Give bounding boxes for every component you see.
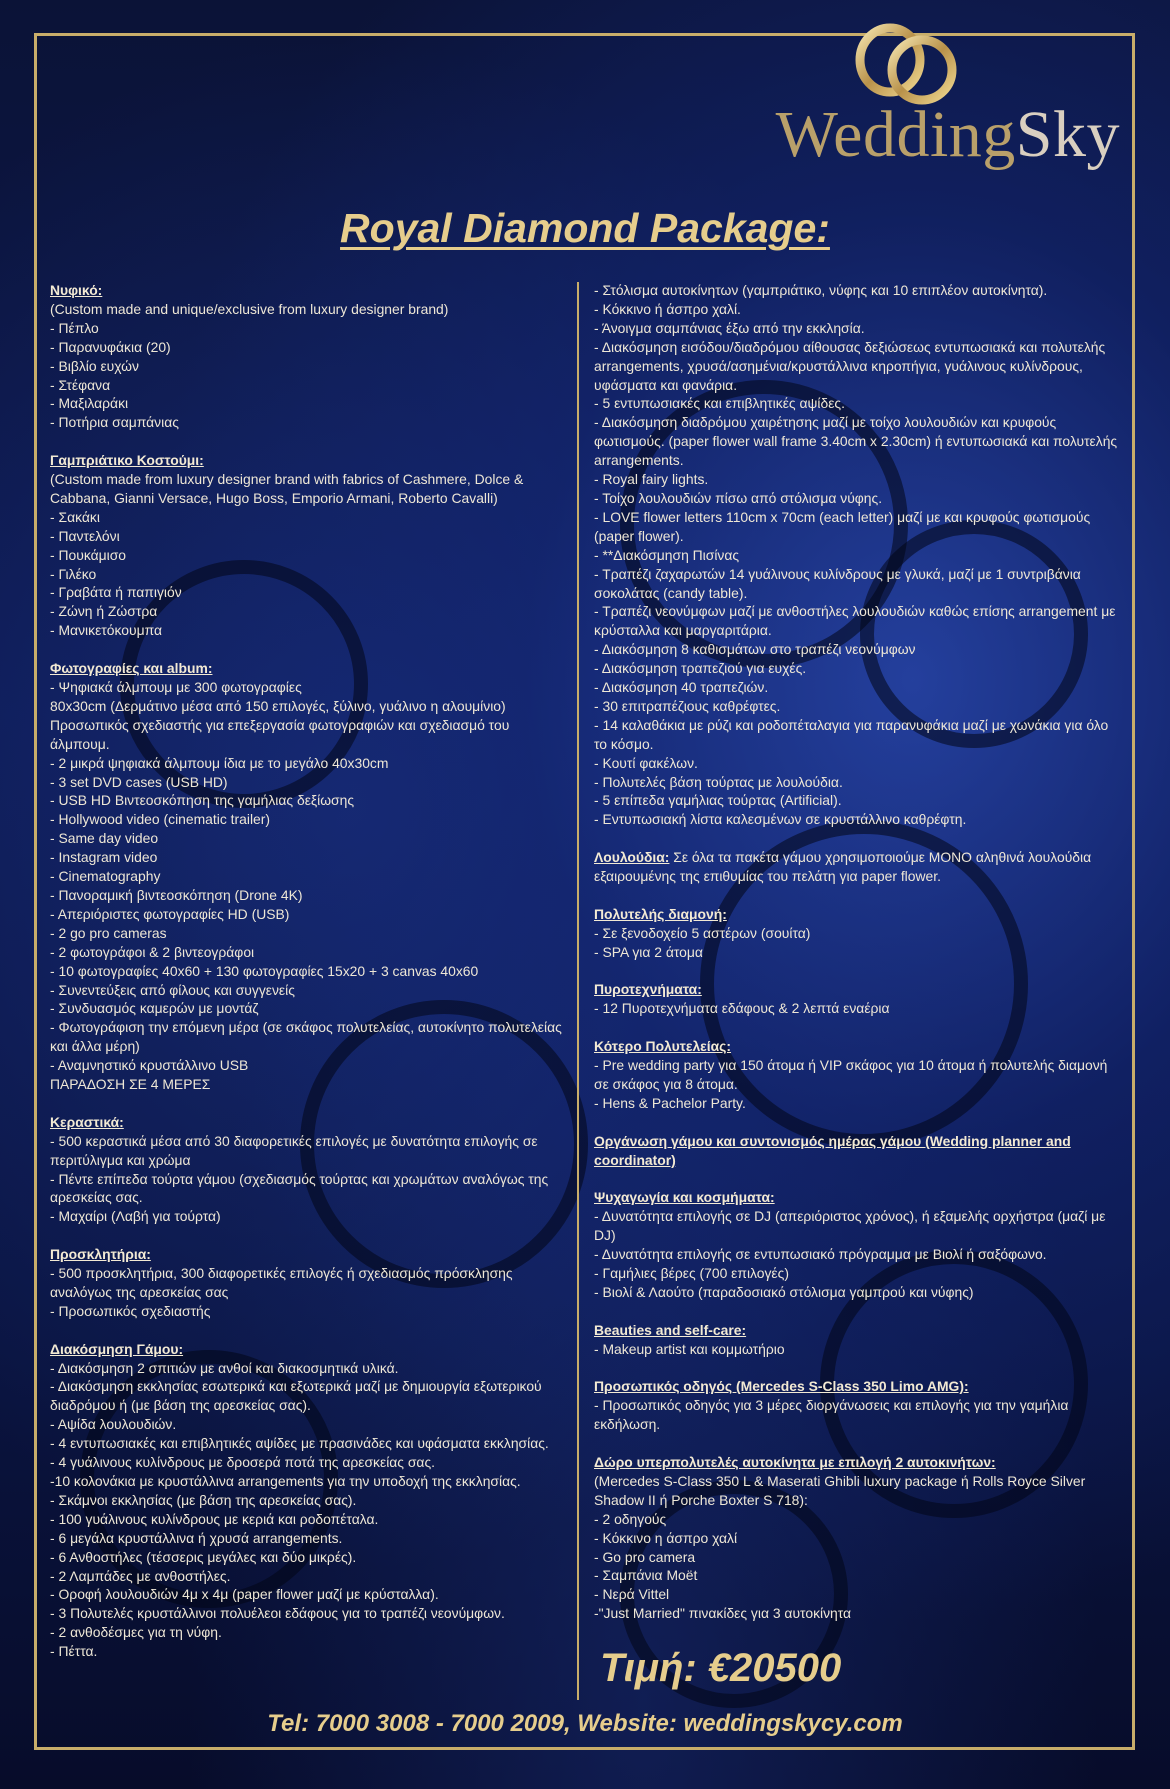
list-item: ΠΑΡΑΔΟΣΗ ΣΕ 4 ΜΕΡΕΣ bbox=[50, 1076, 211, 1093]
list-item: - Πανοραμική βιντεοσκόπηση (Drone 4K) bbox=[50, 886, 303, 903]
section bbox=[594, 905, 1122, 962]
section bbox=[594, 848, 1122, 886]
list-item: - 500 κεραστικά μέσα από 30 διαφορετικές επιλογές με δυνατότητα επιλογής σε περιτύλιγμα και χρώμα bbox=[50, 1132, 538, 1168]
list-item: - Πουκάμισο bbox=[50, 546, 127, 563]
list-item: (Custom made from luxury designer brand with fabrics of Cashmere, Dolce & Cabbana, Gianni Versace, Hugo Boss, Emporio Armani, Roberto Cavalli) bbox=[50, 471, 524, 506]
list-item: - Συνδυασμός καμερών με μοντάζ bbox=[50, 1000, 259, 1017]
section bbox=[594, 980, 1122, 1018]
list-item: -"Just Married" πινακίδες για 3 αυτοκίνητα bbox=[594, 1605, 852, 1622]
section bbox=[50, 1113, 565, 1226]
list-item: - Δυνατότητα επιλογής σε εντυπωσιακό πρόγραμμα με Βιολί ή σαξόφωνο. bbox=[594, 1246, 1047, 1263]
section bbox=[594, 1188, 1122, 1301]
brand-name-sky: Sky bbox=[1015, 98, 1120, 171]
list-item: - USB HD Βιντεοσκόπηση της γαμήλιας δεξίωσης bbox=[50, 792, 355, 809]
list-item: (Mercedes S-Class 350 L & Maserati Ghibli luxury package ή Rolls Royce Silver Shadow II ή Porche Boxter S 718): bbox=[594, 1472, 1086, 1508]
list-item: - Σαμπάνια Moët bbox=[594, 1567, 698, 1584]
list-item: - Τοίχο λουλουδιών πίσω από στόλισμα νύφης. bbox=[594, 489, 883, 506]
list-item: - 4 γυάλινους κυλίνδρους με δροσερά ποτά της αρεσκείας σας. bbox=[50, 1454, 436, 1471]
list-item: - Προσωπικός σχεδιαστής bbox=[50, 1302, 211, 1319]
list-item: - Hollywood video (cinematic trailer) bbox=[50, 811, 271, 828]
list-item: - Ψηφιακά άλμπουμ με 300 φωτογραφίες bbox=[50, 679, 302, 695]
list-item: - 2 ανθοδέσμες για τη νύφη. bbox=[50, 1624, 222, 1641]
list-item: - Γραβάτα ή παπιγιόν bbox=[50, 584, 182, 601]
list-item: - LOVE flower letters 110cm x 70cm (each letter) μαζί με και κρυφούς φωτισμούς (paper flower). bbox=[594, 508, 1091, 544]
section bbox=[50, 451, 565, 640]
section bbox=[594, 1453, 1122, 1623]
section-heading: Ψυχαγωγία και κοσμήματα: bbox=[594, 1189, 775, 1206]
list-item: - Διακόσμηση 2 σπιτιών με ανθοί και διακοσμητικά υλικά. bbox=[50, 1359, 399, 1376]
list-item: - Γαμήλιες βέρες (700 επιλογές) bbox=[594, 1265, 789, 1282]
list-item: - Τραπέζι ζαχαρωτών 14 γυάλινους κυλίνδρους με γλυκά, μαζί με 1 συντριβάνια σοκολάτας (candy table). bbox=[594, 565, 1081, 601]
right-column bbox=[594, 281, 1122, 1642]
list-item: - Ποτήρια σαμπάνιας bbox=[50, 414, 179, 431]
list-item: - Διακόσμηση 8 καθισμάτων στο τραπέζι νεονύμφων bbox=[594, 641, 916, 658]
section-heading: Οργάνωση γάμου και συντονισμός ημέρας γάμου (Wedding planner and coordinator) bbox=[594, 1132, 1071, 1168]
list-item: - Στόλισμα αυτοκίνητων (γαμπριάτικο, νύφης και 10 επιπλέον αυτοκίνητα). bbox=[594, 282, 1048, 298]
list-item: - Hens & Pachelor Party. bbox=[594, 1094, 746, 1111]
list-item: - Πέττα. bbox=[50, 1643, 98, 1660]
contact-footer: Tel: 7000 3008 - 7000 2009, Website: weddingskycy.com bbox=[267, 1710, 903, 1737]
section-heading: Κότερο Πολυτελείας: bbox=[594, 1038, 732, 1055]
list-item: - Πέπλο bbox=[50, 319, 99, 336]
section bbox=[594, 1037, 1122, 1113]
list-item: - 3 Πολυτελές κρυστάλλινοι πολυέλεοι εδάφους για το τραπέζι νεονύμφων. bbox=[50, 1605, 505, 1622]
section bbox=[594, 281, 1122, 829]
list-item: - Διακόσμηση τραπεζιού για ευχές. bbox=[594, 660, 807, 677]
list-item: - SPA για 2 άτομα bbox=[594, 943, 703, 960]
list-item: - 3 set DVD cases (USB HD) bbox=[50, 773, 228, 790]
section bbox=[50, 281, 565, 432]
list-item: - Νερά Vittel bbox=[594, 1586, 670, 1603]
list-item: - Κόκκινο ή άσπρο χαλί. bbox=[594, 300, 741, 317]
left-column bbox=[50, 281, 565, 1680]
list-item: - 2 φωτογράφοι & 2 βιντεογράφοι bbox=[50, 943, 255, 960]
list-item: - Βιολί & Λαούτο (παραδοσιακό στόλισμα γαμπρού και νύφης) bbox=[594, 1283, 974, 1300]
list-item: - Μανικετόκουμπα bbox=[50, 622, 162, 639]
list-item: - Εντυπωσιακή λίστα καλεσμένων σε κρυστάλλινο καθρέφτη. bbox=[594, 811, 967, 828]
list-item: - Κόκκινο η άσπρο χαλί bbox=[594, 1529, 738, 1546]
section-heading: Φωτογραφίες και album: bbox=[50, 660, 213, 677]
list-item: - Βιβλίο ευχών bbox=[50, 357, 139, 374]
section bbox=[50, 659, 565, 1094]
list-item: - 5 εντυπωσιακές και επιβλητικές αψίδες. bbox=[594, 395, 845, 412]
list-item: - 2 οδηγούς bbox=[594, 1510, 667, 1527]
list-item: - Προσωπικός οδηγός για 3 μέρες διοργάνωσεις και επιλογής για την γαμήλια εκδήλωση. bbox=[594, 1397, 1069, 1433]
list-item: - Οροφή λουλουδιών 4μ x 4μ (paper flower μαζί με κρύσταλλα). bbox=[50, 1586, 439, 1603]
package-title: Royal Diamond Package: bbox=[340, 205, 830, 251]
price: Τιμή: €20500 bbox=[600, 1646, 842, 1690]
section-heading: Διακόσμηση Γάμου: bbox=[50, 1340, 184, 1357]
list-item: - 2 μικρά ψηφιακά άλμπουμ ίδια με το μεγάλο 40x30cm bbox=[50, 754, 389, 771]
list-item: - 12 Πυροτεχνήματα εδάφους & 2 λεπτά εναέρια bbox=[594, 1000, 890, 1017]
list-item: - 6 Ανθοστήλες (τέσσερις μεγάλες και δύο μικρές). bbox=[50, 1548, 357, 1565]
list-item: - Δυνατότητα επιλογής σε DJ (απεριόριστος χρόνος), ή εξαμελής ορχήστρα (μαζί με DJ) bbox=[594, 1208, 1106, 1244]
section-heading: Προσωπικός οδηγός (Mercedes S-Class 350 Limo AMG): bbox=[594, 1378, 969, 1395]
list-item: - Παρανυφάκια (20) bbox=[50, 338, 171, 355]
column-divider bbox=[577, 282, 579, 1700]
list-item: - Τραπέζι νεονύμφων μαζί με ανθοστήλες λουλουδιών καθώς επίσης arrangement με κρύσταλλα και μαργαριτάρια. bbox=[594, 603, 1116, 639]
section bbox=[50, 1340, 565, 1661]
brand-name-wedding: Wedding bbox=[775, 98, 1016, 171]
list-item: - Cinematography bbox=[50, 868, 161, 885]
section bbox=[594, 1132, 1122, 1170]
list-item: - 2 go pro cameras bbox=[50, 924, 167, 941]
section-heading: Πολυτελής διαμονή: bbox=[594, 905, 727, 922]
list-item: - Διακόσμηση εκκλησίας εσωτερικά και εξωτερικά μαζί με δημιουργία εξωτερικού διαδρόμου ή (με βάση της αρεσκείας σας). bbox=[50, 1378, 542, 1414]
list-item: (Custom made and unique/exclusive from luxury designer brand) bbox=[50, 300, 449, 317]
list-item: - Στέφανα bbox=[50, 376, 111, 393]
list-item: - Συνεντεύξεις από φίλους και συγγενείς bbox=[50, 981, 295, 998]
list-item: - 500 προσκλητήρια, 300 διαφορετικές επιλογές ή σχεδιασμός πρόσκλησης αναλόγως της αρεσκείας σας bbox=[50, 1265, 513, 1300]
section-inline-text: Σε όλα τα πακέτα γάμου χρησιμοποιούμε ΜΟΝΟ αληθινά λουλούδια εξαιρουμένης της επιθυμίας του πελάτη για paper flower. bbox=[594, 849, 1092, 885]
section-heading: Πυροτεχνήματα: bbox=[594, 981, 702, 998]
list-item: - **Διακόσμηση Πισίνας bbox=[594, 546, 740, 563]
list-item: - Διακόσμηση 40 τραπεζιών. bbox=[594, 679, 769, 696]
section-heading: Beauties and self-care: bbox=[594, 1321, 747, 1338]
list-item: 80x30cm (Δερμάτινο μέσα από 150 επιλογές, ξύλινο, γυάλινο η αλουμίνιο) bbox=[50, 697, 506, 714]
list-item: - Πέντε επίπεδα τούρτα γάμου (σχεδιασμός τούρτας και χρωμάτων αναλόγως της αρεσκείας σας. bbox=[50, 1170, 549, 1206]
list-item: - Pre wedding party για 150 άτομα ή VIP σκάφος για 10 άτομα ή πολυτελής διαμονή σε σκάφος για 8 άτομα. bbox=[594, 1057, 1108, 1092]
section bbox=[594, 1377, 1122, 1434]
list-item: - Σκάμνοι εκκλησίας (με βάση της αρεσκείας σας). bbox=[50, 1491, 357, 1508]
section-heading: Νυφικό: bbox=[50, 282, 103, 298]
list-item: - 4 εντυπωσιακές και επιβλητικές αψίδες με πρασινάδες και υφάσματα εκκλησίας. bbox=[50, 1435, 549, 1452]
list-item: - Instagram video bbox=[50, 849, 158, 866]
section bbox=[50, 1245, 565, 1321]
list-item: - Σακάκι bbox=[50, 508, 100, 525]
list-item: - Αναμνηστικό κρυστάλλινο USB bbox=[50, 1057, 249, 1074]
section-heading: Γαμπριάτικο Κοστούμι: bbox=[50, 452, 204, 469]
section-heading: Δώρο υπερπολυτελές αυτοκίνητα με επιλογή 2 αυτοκινήτων: bbox=[594, 1454, 996, 1471]
list-item: - 30 επιτραπέζιους καθρέφτες. bbox=[594, 697, 781, 714]
list-item: - Σε ξενοδοχείο 5 αστέρων (σουίτα) bbox=[594, 924, 811, 941]
list-item: - Ζώνη ή Ζώστρα bbox=[50, 603, 158, 620]
list-item: - Γιλέκο bbox=[50, 565, 97, 582]
list-item: - Παντελόνι bbox=[50, 527, 120, 544]
section bbox=[594, 1321, 1122, 1359]
list-item: - Μαξιλαράκι bbox=[50, 395, 129, 412]
list-item: - Κουτί φακέλων. bbox=[594, 754, 698, 771]
list-item: - 2 Λαμπάδες με ανθοστήλες. bbox=[50, 1567, 231, 1584]
list-item: -10 κολονάκια με κρυστάλλινα arrangements για την υποδοχή της εκκλησίας. bbox=[50, 1473, 521, 1490]
list-item: - 5 επίπεδα γαμήλιας τούρτας (Artificial). bbox=[594, 792, 842, 809]
list-item: - Royal fairy lights. bbox=[594, 471, 709, 488]
list-item: - Άνοιγμα σαμπάνιας έξω από την εκκλησία. bbox=[594, 319, 865, 336]
list-item: Προσωπικός σχεδιαστής για επεξεργασία φωτογραφιών και σχεδιασμό του άλμπουμ. bbox=[50, 716, 510, 752]
section-heading: Λουλούδια: bbox=[594, 849, 670, 866]
list-item: - Same day video bbox=[50, 830, 159, 847]
list-item: - Πολυτελές βάση τούρτας με λουλούδια. bbox=[594, 773, 843, 790]
list-item: - 14 καλαθάκια με ρύζι και ροδοπέταλαγια για παρανυφάκια μαζί με χωνάκια για όλο το κόσμο. bbox=[594, 716, 1109, 752]
list-item: - 100 γυάλινους κυλίνδρους με κεριά και ροδοπέταλα. bbox=[50, 1510, 379, 1527]
list-item: - Makeup artist και κομμωτήριο bbox=[594, 1340, 785, 1357]
list-item: - Αψίδα λουλουδιών. bbox=[50, 1416, 177, 1433]
wedding-sky-logo bbox=[710, 12, 1130, 212]
section-heading: Προσκλητήρια: bbox=[50, 1246, 151, 1263]
list-item: - Φωτογράφιση την επόμενη μέρα (σε σκάφος πολυτελείας, αυτοκίνητο πολυτελείας και άλλα μέρη) bbox=[50, 1019, 562, 1055]
section-heading: Κεραστικά: bbox=[50, 1113, 124, 1130]
list-item: - Διακόσμηση διαδρόμου χαιρέτησης μαζί με τοίχο λουλουδιών και κρυφούς φωτισμούς. (paper flower wall frame 3.40cm x 2.30cm) ή εντυπωσιακά και πολυτελής arrangements. bbox=[594, 414, 1118, 469]
brand-name bbox=[710, 98, 1120, 171]
list-item: - 6 μεγάλα κρυστάλλινα ή χρυσά arrangements. bbox=[50, 1529, 343, 1546]
list-item: - Go pro camera bbox=[594, 1548, 696, 1565]
list-item: - Απεριόριστες φωτογραφίες HD (USB) bbox=[50, 905, 290, 922]
list-item: - Μαχαίρι (Λαβή για τούρτα) bbox=[50, 1208, 221, 1225]
list-item: - Διακόσμηση εισόδου/διαδρόμου αίθουσας δεξιώσεως εντυπωσιακά και πολυτελής arrangements, χρυσά/ασημένια/κρυστάλλινα κηροπήγια, γυάλινους κυλίνδρους, υφάσματα και φανάρια. bbox=[594, 338, 1106, 393]
list-item: - 10 φωτογραφίες 40x60 + 130 φωτογραφίες 15x20 + 3 canvas 40x60 bbox=[50, 962, 479, 979]
